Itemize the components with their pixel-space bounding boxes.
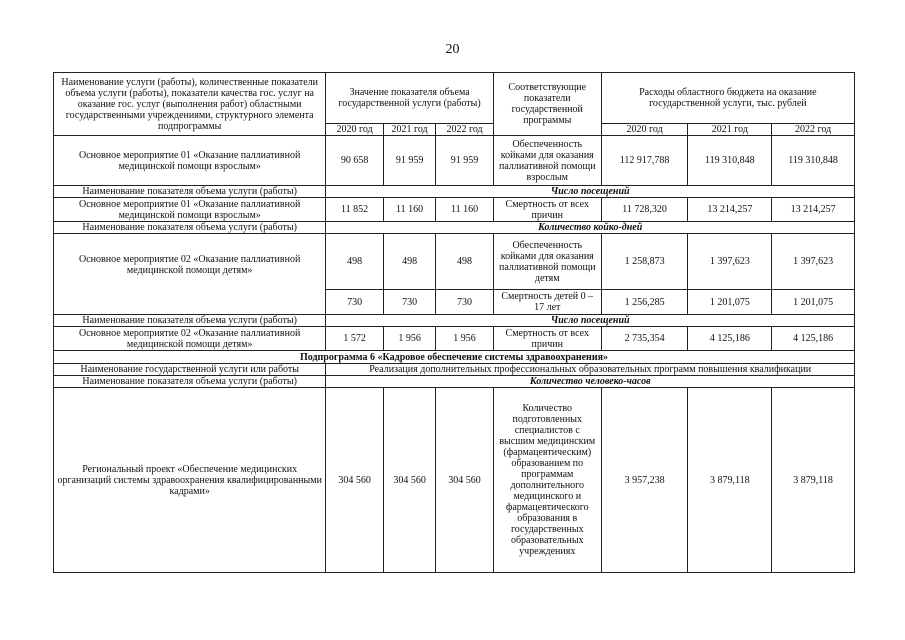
value-2020: 304 560 xyxy=(326,388,383,573)
expense-2020: 3 957,238 xyxy=(601,388,688,573)
expense-2022: 119 310,848 xyxy=(772,136,855,186)
value-2021: 1 956 xyxy=(383,327,435,351)
program-indicator: Смертность от всех причин xyxy=(493,198,601,222)
value-2022: 11 160 xyxy=(436,198,494,222)
expense-2022: 3 879,118 xyxy=(772,388,855,573)
value-2022: 91 959 xyxy=(436,136,494,186)
header-name-cell: Наименование услуги (работы), количественные показатели объема услуги (работы), показатели качества гос. услуг на оказание гос. услуг (выполнения работ) областными государственными учреждениями, структурного элемента подпрограммы xyxy=(54,73,326,136)
row-name: Основное мероприятие 01 «Оказание паллиативной медицинской помощи взрослым» xyxy=(54,198,326,222)
year-value-2021: 2021 год xyxy=(383,124,435,136)
table-row xyxy=(54,388,855,573)
expense-2021: 3 879,118 xyxy=(688,388,772,573)
table-row xyxy=(54,136,855,186)
service-row xyxy=(54,364,855,376)
program-indicator: Количество подготовленных специалистов с высшим медицинским (фармацевтическим) образованием по программам дополнительного медицинского и фармацевтического образования в государственных образовательных учреждениях xyxy=(493,388,601,573)
expense-2022: 1 201,075 xyxy=(772,290,855,315)
expense-2021: 119 310,848 xyxy=(688,136,772,186)
header-value-cell: Значение показателя объема государственной услуги (работы) xyxy=(326,73,493,124)
indicator-header-row xyxy=(54,376,855,388)
value-2020: 730 xyxy=(326,290,383,315)
year-expense-2020: 2020 год xyxy=(601,124,688,136)
year-value-2022: 2022 год xyxy=(436,124,494,136)
value-2020: 1 572 xyxy=(326,327,383,351)
value-2021: 498 xyxy=(383,234,435,290)
row-name: Региональный проект «Обеспечение медицинских организаций системы здравоохранения квалифицированными кадрами» xyxy=(54,388,326,573)
value-2020: 90 658 xyxy=(326,136,383,186)
year-expense-2022: 2022 год xyxy=(772,124,855,136)
row-name: Основное мероприятие 01 «Оказание паллиативной медицинской помощи взрослым» xyxy=(54,136,326,186)
header-expense-cell: Расходы областного бюджета на оказание государственной услуги, тыс. рублей xyxy=(601,73,854,124)
value-2021: 91 959 xyxy=(383,136,435,186)
indicator-header-row xyxy=(54,222,855,234)
indicator-header-row xyxy=(54,315,855,327)
expense-2020: 1 256,285 xyxy=(601,290,688,315)
service-value: Реализация дополнительных профессиональных образовательных программ повышения квалификации xyxy=(326,364,855,376)
page-number: 20 xyxy=(445,42,460,57)
indicator-title: Количество человеко-часов xyxy=(326,376,855,388)
indicator-title: Число посещений xyxy=(326,315,855,327)
expense-2020: 1 258,873 xyxy=(601,234,688,290)
expense-2021: 1 397,623 xyxy=(688,234,772,290)
value-2020: 498 xyxy=(326,234,383,290)
value-2021: 304 560 xyxy=(383,388,435,573)
program-indicator: Обеспеченность койками для оказания паллиативной помощи детям xyxy=(493,234,601,290)
value-2021: 11 160 xyxy=(383,198,435,222)
year-expense-2021: 2021 год xyxy=(688,124,772,136)
table-row xyxy=(54,198,855,222)
year-value-2020: 2020 год xyxy=(326,124,383,136)
value-2022: 730 xyxy=(436,290,494,315)
service-label: Наименование государственной услуги или работы xyxy=(54,364,326,376)
header-row xyxy=(54,73,855,124)
expense-2020: 11 728,320 xyxy=(601,198,688,222)
value-2020: 11 852 xyxy=(326,198,383,222)
expense-2022: 13 214,257 xyxy=(772,198,855,222)
value-2021: 730 xyxy=(383,290,435,315)
indicator-title: Количество койко-дней xyxy=(326,222,855,234)
table-row xyxy=(54,327,855,351)
expense-2022: 1 397,623 xyxy=(772,234,855,290)
expense-2020: 2 735,354 xyxy=(601,327,688,351)
indicator-title: Число посещений xyxy=(326,186,855,198)
row-name: Основное мероприятие 02 «Оказание паллиативной медицинской помощи детям» xyxy=(54,327,326,351)
program-indicator: Обеспеченность койками для оказания паллиативной помощи взрослым xyxy=(493,136,601,186)
table-row xyxy=(54,234,855,290)
program-indicator: Смертность от всех причин xyxy=(493,327,601,351)
program-indicator: Смертность детей 0 – 17 лет xyxy=(493,290,601,315)
expense-2021: 13 214,257 xyxy=(688,198,772,222)
value-2022: 304 560 xyxy=(436,388,494,573)
expense-2022: 4 125,186 xyxy=(772,327,855,351)
header-program-cell: Соответствующие показатели государственной программы xyxy=(493,73,601,136)
indicator-header-row xyxy=(54,186,855,198)
subprogram-row xyxy=(54,351,855,364)
expense-2021: 1 201,075 xyxy=(688,290,772,315)
value-2022: 1 956 xyxy=(436,327,494,351)
indicator-label: Наименование показателя объема услуги (работы) xyxy=(54,186,326,198)
indicator-label: Наименование показателя объема услуги (работы) xyxy=(54,222,326,234)
subprogram-title: Подпрограмма 6 «Кадровое обеспечение системы здравоохранения» xyxy=(54,351,855,364)
indicator-label: Наименование показателя объема услуги (работы) xyxy=(54,315,326,327)
budget-table xyxy=(53,72,855,573)
row-name: Основное мероприятие 02 «Оказание паллиативной медицинской помощи детям» xyxy=(54,234,326,315)
expense-2020: 112 917,788 xyxy=(601,136,688,186)
indicator-label: Наименование показателя объема услуги (работы) xyxy=(54,376,326,388)
value-2022: 498 xyxy=(436,234,494,290)
expense-2021: 4 125,186 xyxy=(688,327,772,351)
